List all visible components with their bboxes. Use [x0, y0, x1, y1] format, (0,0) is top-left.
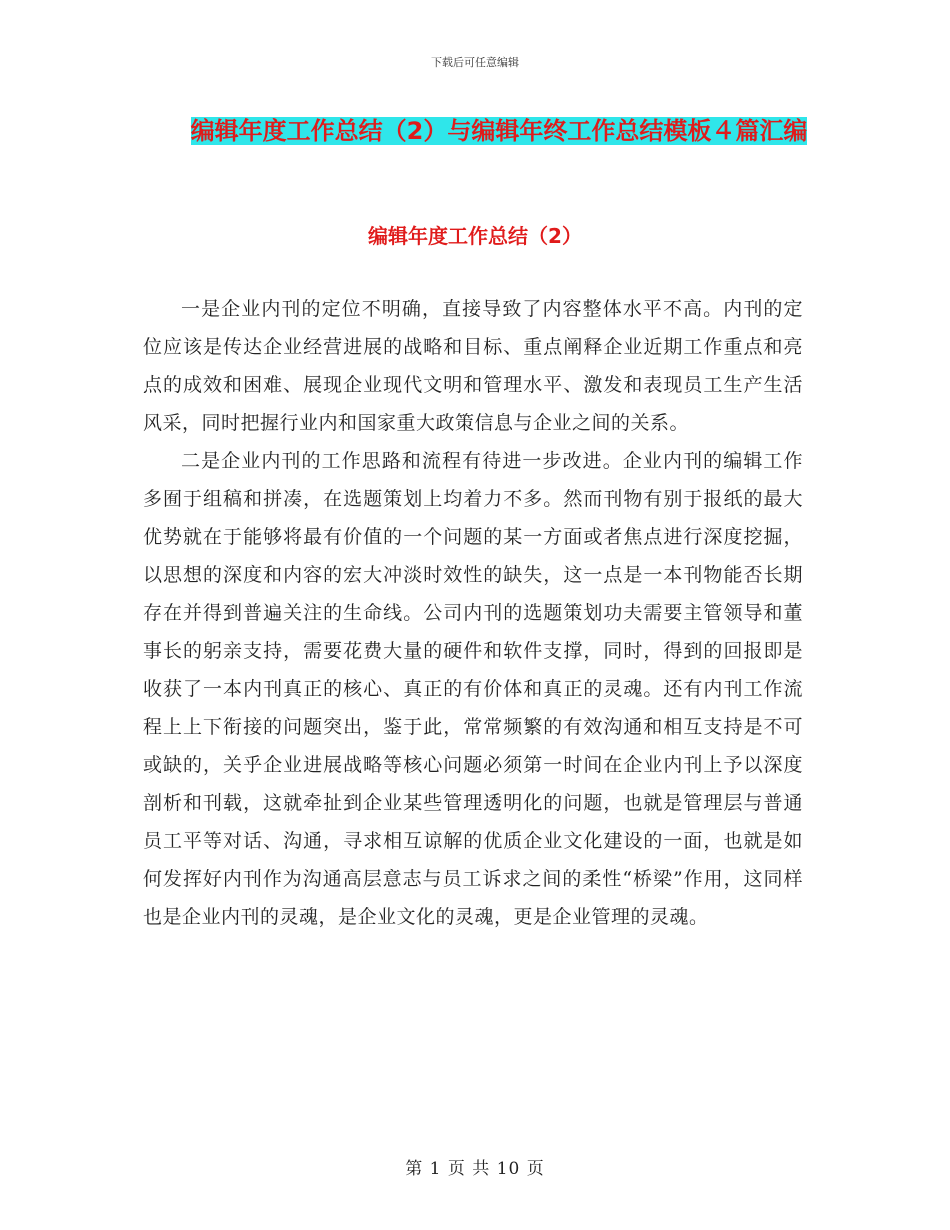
page-number-footer: 第 1 页 共 10 页 — [405, 1159, 545, 1179]
section-title: 编辑年度工作总结（2） — [368, 224, 582, 248]
document-body — [143, 290, 803, 936]
paragraph-1: 一是企业内刊的定位不明确，直接导致了内容整体水平不高。内刊的定位应该是传达企业经营进展的战略和目标、重点阐释企业近期工作重点和亮点的成效和困难、展现企业现代文明和管理水平、激发和表现员工生产生活风采，同时把握行业内和国家重大政策信息与企业之间的关系。 — [143, 298, 803, 434]
document-title — [188, 110, 810, 152]
document-title-text: 编辑年度工作总结（2）与编辑年终工作总结模板４篇汇编 — [190, 117, 808, 145]
page-header-note: 下载后可任意编辑 — [431, 56, 519, 69]
paragraph-2: 二是企业内刊的工作思路和流程有待进一步改进。企业内刊的编辑工作多囿于组稿和拼凑，在选题策划上均着力不多。然而刊物有别于报纸的最大优势就在于能够将最有价值的一个问题的某一方面或者焦点进行深度挖掘，以思想的深度和内容的宏大冲淡时效性的缺失，这一点是一本刊物能否长期存在并得到普遍关注的生命线。公司内刊的选题策划功夫需要主管领导和董事长的躬亲支持，需要花费大量的硬件和软件支撑，同时，得到的回报即是收获了一本内刊真正的核心、真正的有价体和真正的灵魂。还有内刊工作流程上上下衔接的问题突出，鉴于此，常常频繁的有效沟通和相互支持是不可或缺的，关乎企业进展战略等核心问题必须第一时间在企业内刊上予以深度剖析和刊载，这就牵扯到企业某些管理透明化的问题，也就是管理层与普通员工平等对话、沟通，寻求相互谅解的优质企业文化建设的一面，也就是如何发挥好内刊作为沟通高层意志与员工诉求之间的柔性“桥梁”作用，这同样也是企业内刊的灵魂，是企业文化的灵魂，更是企业管理的灵魂。 — [143, 450, 803, 928]
